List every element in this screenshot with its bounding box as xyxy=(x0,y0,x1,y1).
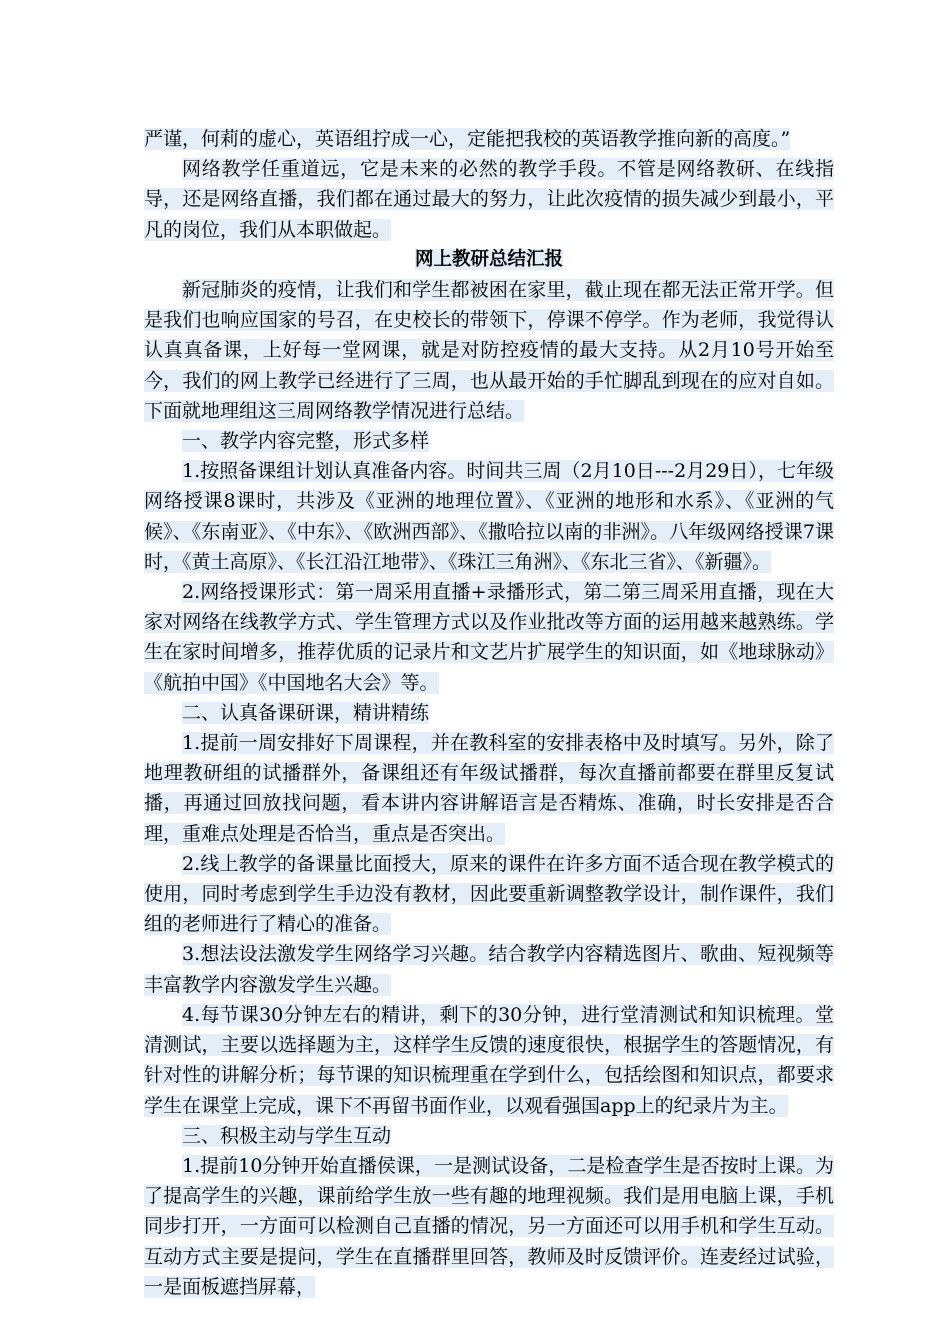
paragraph-2-3: 3.想法设法激发学生网络学习兴趣。结合教学内容精选图片、歌曲、短视频等丰富教学内容激发学生兴趣。 xyxy=(144,943,834,996)
paragraph-1-1: 1.按照备课组计划认真准备内容。时间共三周（2月10日---2月29日），七年级网络授课8课时，共涉及《亚洲的地理位置》、《亚洲的地形和水系》、《亚洲的气候》、《东南亚》、《中东》、《欧洲西部》、《撒哈拉以南的非洲》。八年级网络授课7课时，《黄土高原》、《长江沿江地带》、《珠江三角洲》、《东北三省》、《新疆》。 xyxy=(144,460,834,573)
section-heading-2: 二、认真备课研课，精讲精练 xyxy=(182,701,430,724)
paragraph-1-2: 2.网络授课形式：第一周采用直播+录播形式，第二第三周采用直播，现在大家对网络在线教学方式、学生管理方式以及作业批改等方面的运用越来越熟练。学生在家时间增多，推荐优质的记录片和文艺片扩展学生的知识面，如《地球脉动》《航拍中国》《中国地名大会》等。 xyxy=(144,581,834,694)
document-title: 网上教研总结汇报 xyxy=(414,248,563,270)
paragraph-2-1: 1.提前一周安排好下周课程，并在教科室的安排表格中及时填写。另外，除了地理教研组的试播群外，备课组还有年级试播群，每次直播前都要在群里反复试播，再通过回放找问题，看本讲内容讲解语言是否精炼、准确，时长安排是否合理，重难点处理是否恰当，重点是否突出。 xyxy=(144,732,834,845)
paragraph-continued-quote: 严谨，何莉的虚心，英语组拧成一心，定能把我校的英语教学推向新的高度。” xyxy=(144,128,791,150)
section-heading-1: 一、教学内容完整，形式多样 xyxy=(182,430,430,453)
paragraph-3-1: 1.提前10分钟开始直播侯课，一是测试设备，二是检查学生是否按时上课。为了提高学生的兴趣，课前给学生放一些有趣的地理视频。我们是用电脑上课，手机同步打开，一方面可以检测自己直播的情况，另一方面还可以用手机和学生互动。互动方式主要是提问，学生在直播群里回答，教师及时反馈评价。连麦经过试验，一是面板遮挡屏幕， xyxy=(144,1154,834,1298)
paragraph-network-teaching: 网络教学任重道远，它是未来的必然的教学手段。不管是网络教研、在线指导，还是网络直播，我们都在通过最大的努力，让此次疫情的损失减少到最小，平凡的岗位，我们从本职做起。 xyxy=(144,158,834,241)
section-heading-3: 三、积极主动与学生互动 xyxy=(182,1124,392,1147)
document-body xyxy=(144,124,834,1302)
paragraph-intro: 新冠肺炎的疫情，让我们和学生都被困在家里，截止现在都无法正常开学。但是我们也响应国家的号召，在史校长的带领下，停课不停学。作为老师，我觉得认认真真备课，上好每一堂网课，就是对防控疫情的最大支持。从2月10号开始至今，我们的网上教学已经进行了三周，也从最开始的手忙脚乱到现在的应对自如。下面就地理组这三周网络教学情况进行总结。 xyxy=(144,279,834,422)
paragraph-2-2: 2.线上教学的备课量比面授大，原来的课件在许多方面不适合现在教学模式的使用，同时考虑到学生手边没有教材，因此要重新调整教学设计，制作课件，我们组的老师进行了精心的准备。 xyxy=(144,852,834,936)
paragraph-2-4: 4.每节课30分钟左右的精讲，剩下的30分钟，进行堂清测试和知识梳理。堂清测试，主要以选择题为主，这样学生反馈的速度很快，根据学生的答题情况，有针对性的讲解分析；每节课的知识梳理重在学到什么，包括绘图和知识点，都要求学生在课堂上完成，课下不再留书面作业，以观看强国app上的纪录片为主。 xyxy=(144,1003,834,1117)
